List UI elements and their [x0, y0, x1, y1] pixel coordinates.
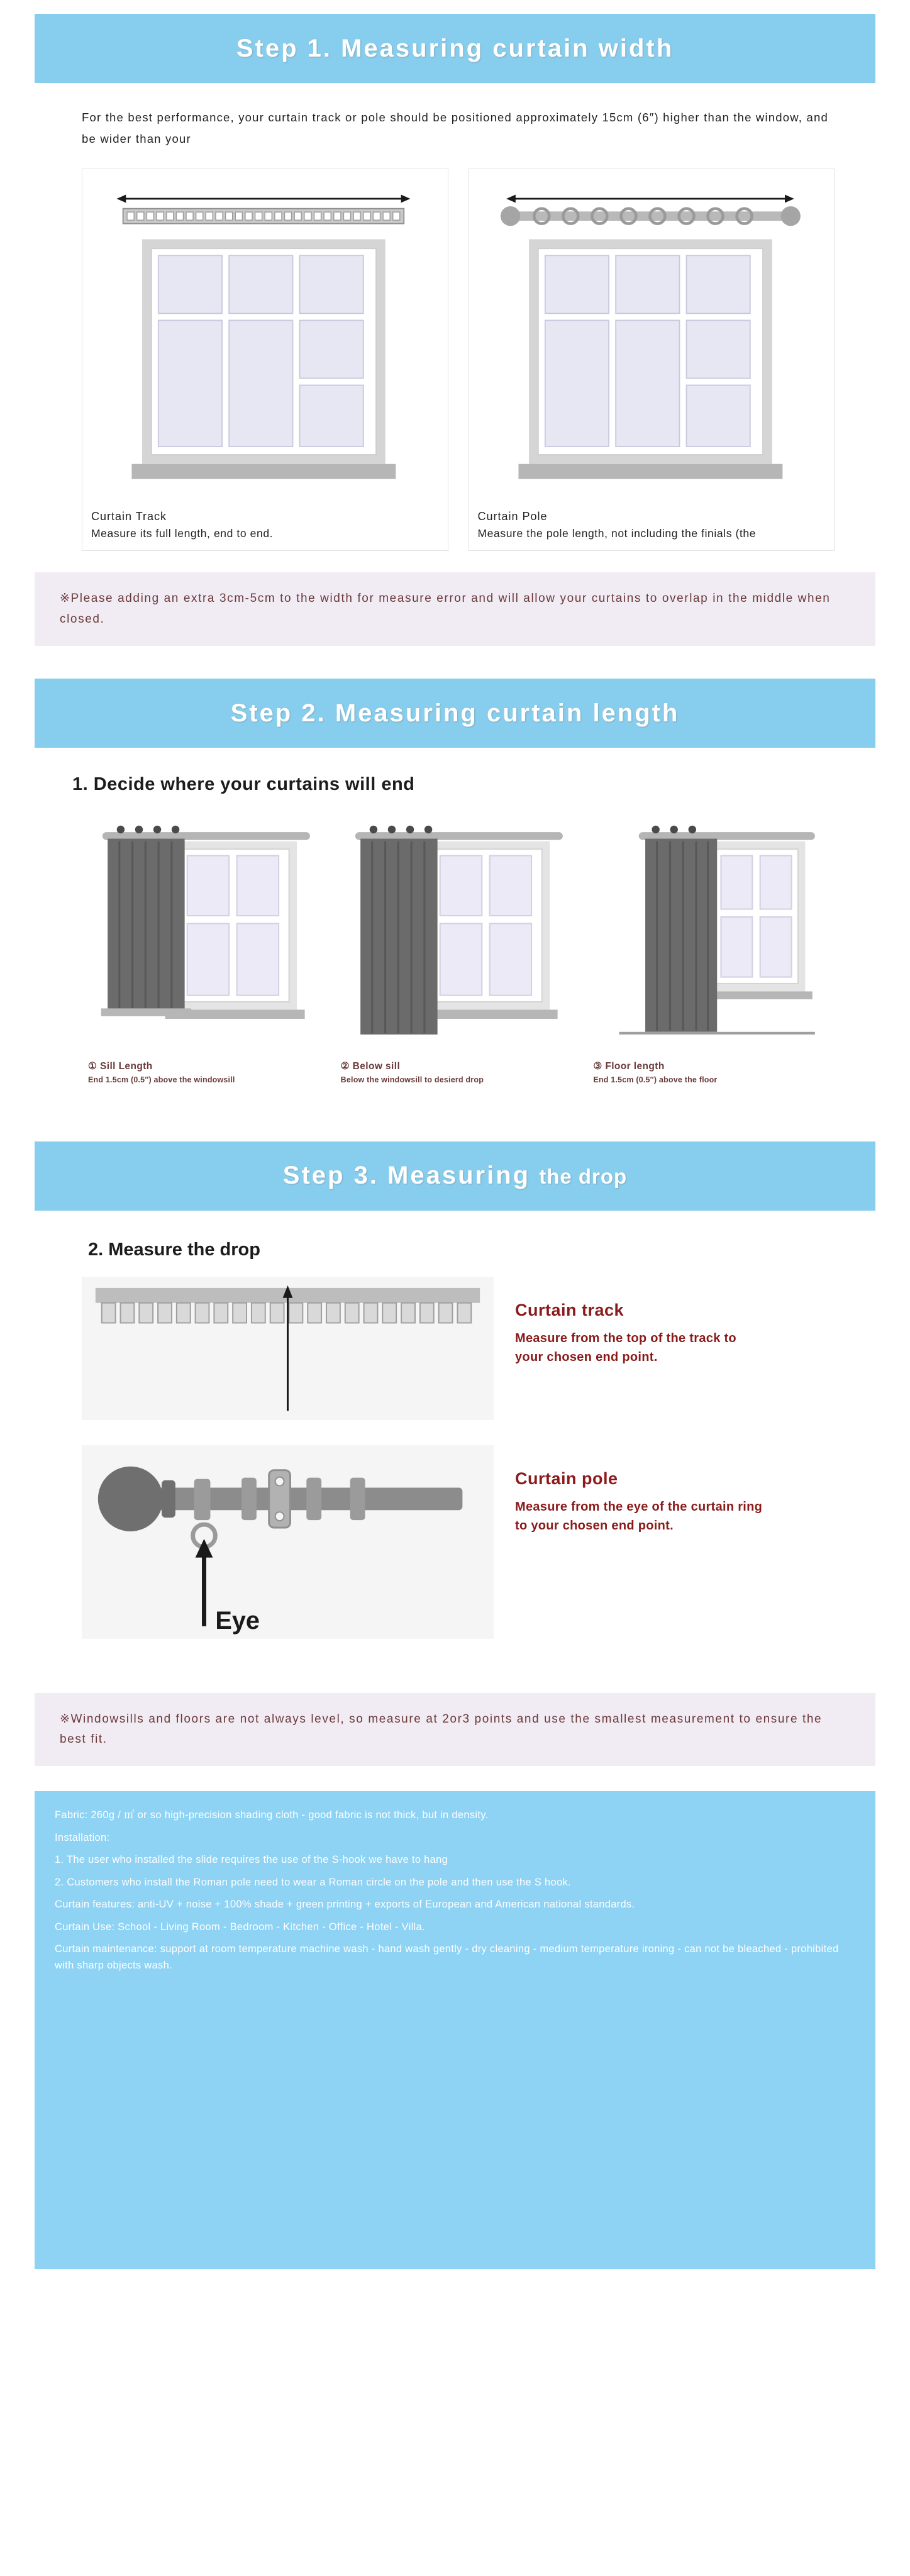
step3-notice — [35, 1693, 875, 1767]
track-drop-diagram — [82, 1277, 494, 1420]
pole-drop-figure — [82, 1445, 494, 1639]
step3-banner-main: Step 3. Measuring — [282, 1162, 531, 1190]
spec-line-installation-2: 2. Customers who install the Roman pole need to wear a Roman circle on the pole and then use the S hook. — [55, 1876, 571, 1888]
option-sill-length — [88, 813, 323, 1086]
pole-drop-desc: Measure from the eye of the curtain ring to your chosen end point. — [515, 1499, 763, 1533]
track-drop-title: Curtain track — [515, 1300, 624, 1319]
step3-banner-sub: the drop — [539, 1165, 628, 1189]
step2-heading: 1. Decide where your curtains will end — [72, 774, 415, 795]
curtain-track-card — [82, 169, 448, 551]
curtain-track-diagram — [91, 177, 439, 501]
step3-notice-text: ※Windowsills and floors are not always level, so measure at 2or3 points and use the smallest measurement to ensure the best fit. — [60, 1712, 823, 1746]
curtain-track-caption — [91, 510, 439, 541]
step3-banner — [35, 1141, 875, 1211]
option-below-sill — [341, 813, 576, 1086]
eye-label: Eye — [215, 1606, 260, 1635]
curtain-pole-title: Curtain Pole — [477, 510, 548, 523]
spec-line-installation-heading: Installation: — [55, 1831, 110, 1843]
curtain-track-title: Curtain Track — [91, 510, 167, 523]
step1-banner — [35, 14, 875, 83]
floor-length-desc: End 1.5cm (0.5″) above the floor — [593, 1075, 718, 1085]
curtain-pole-card — [469, 169, 835, 551]
product-spec-block — [35, 1791, 875, 2269]
spec-line-use: Curtain Use: School - Living Room - Bedroom - Kitchen - Office - Hotel - Villa. — [55, 1921, 425, 1933]
step1-banner-title: Step 1. Measuring curtain width — [236, 34, 674, 62]
step1-notice-text: ※Please adding an extra 3cm-5cm to the width for measure error and will allow your curtains to overlap in the middle when closed. — [60, 592, 831, 626]
sill-length-title: ① Sill Length — [88, 1061, 153, 1072]
pole-drop-text — [515, 1445, 767, 1535]
step2-option-row — [88, 813, 828, 1086]
floor-length-diagram — [593, 813, 828, 1054]
pole-drop-diagram — [82, 1445, 494, 1639]
track-drop-text — [515, 1277, 767, 1367]
spec-line-installation-1: 1. The user who installed the slide requires the use of the S-hook we have to hang — [55, 1854, 448, 1866]
curtain-pole-diagram — [478, 177, 826, 501]
track-drop-desc: Measure from the top of the track to your chosen end point. — [515, 1331, 736, 1364]
step3-banner-title — [283, 1162, 627, 1190]
step1-notice — [35, 572, 875, 646]
curtain-pole-desc: Measure the pole length, not including the finials (the — [477, 527, 757, 540]
step2-banner — [35, 679, 875, 748]
track-drop-figure — [82, 1277, 494, 1420]
spec-line-fabric: Fabric: 260g / ㎡ or so high-precision shading cloth - good fabric is not thick, but in density. — [55, 1809, 489, 1821]
curtain-track-desc: Measure its full length, end to end. — [91, 527, 274, 540]
floor-length-title: ③ Floor length — [593, 1061, 665, 1072]
pole-drop-row — [82, 1445, 853, 1639]
sill-length-diagram — [88, 813, 323, 1054]
spec-line-features: Curtain features: anti-UV + noise + 100% shade + green printing + exports of European and American national standards. — [55, 1899, 635, 1911]
step1-intro-text: For the best performance, your curtain track or pole should be positioned approximately 15cm (6″) higher than the window, and be wider than your — [82, 111, 828, 146]
step1-diagram-row — [82, 169, 835, 551]
pole-drop-title: Curtain pole — [515, 1468, 618, 1488]
track-drop-row — [82, 1277, 853, 1420]
curtain-pole-caption — [478, 510, 826, 541]
step3-heading: 2. Measure the drop — [88, 1239, 260, 1260]
option-floor-length — [593, 813, 828, 1086]
below-sill-title: ② Below sill — [340, 1061, 401, 1072]
step2-banner-title: Step 2. Measuring curtain length — [230, 699, 680, 727]
below-sill-desc: Below the windowsill to desierd drop — [340, 1075, 484, 1085]
spec-line-maintenance: Curtain maintenance: support at room temperature machine wash - hand wash gently - dry cleaning - medium temperature ironing - can not be bleached - prohibited with sharp objects wash. — [55, 1943, 839, 1972]
sill-length-desc: End 1.5cm (0.5″) above the windowsill — [88, 1075, 235, 1085]
below-sill-diagram — [341, 813, 576, 1054]
